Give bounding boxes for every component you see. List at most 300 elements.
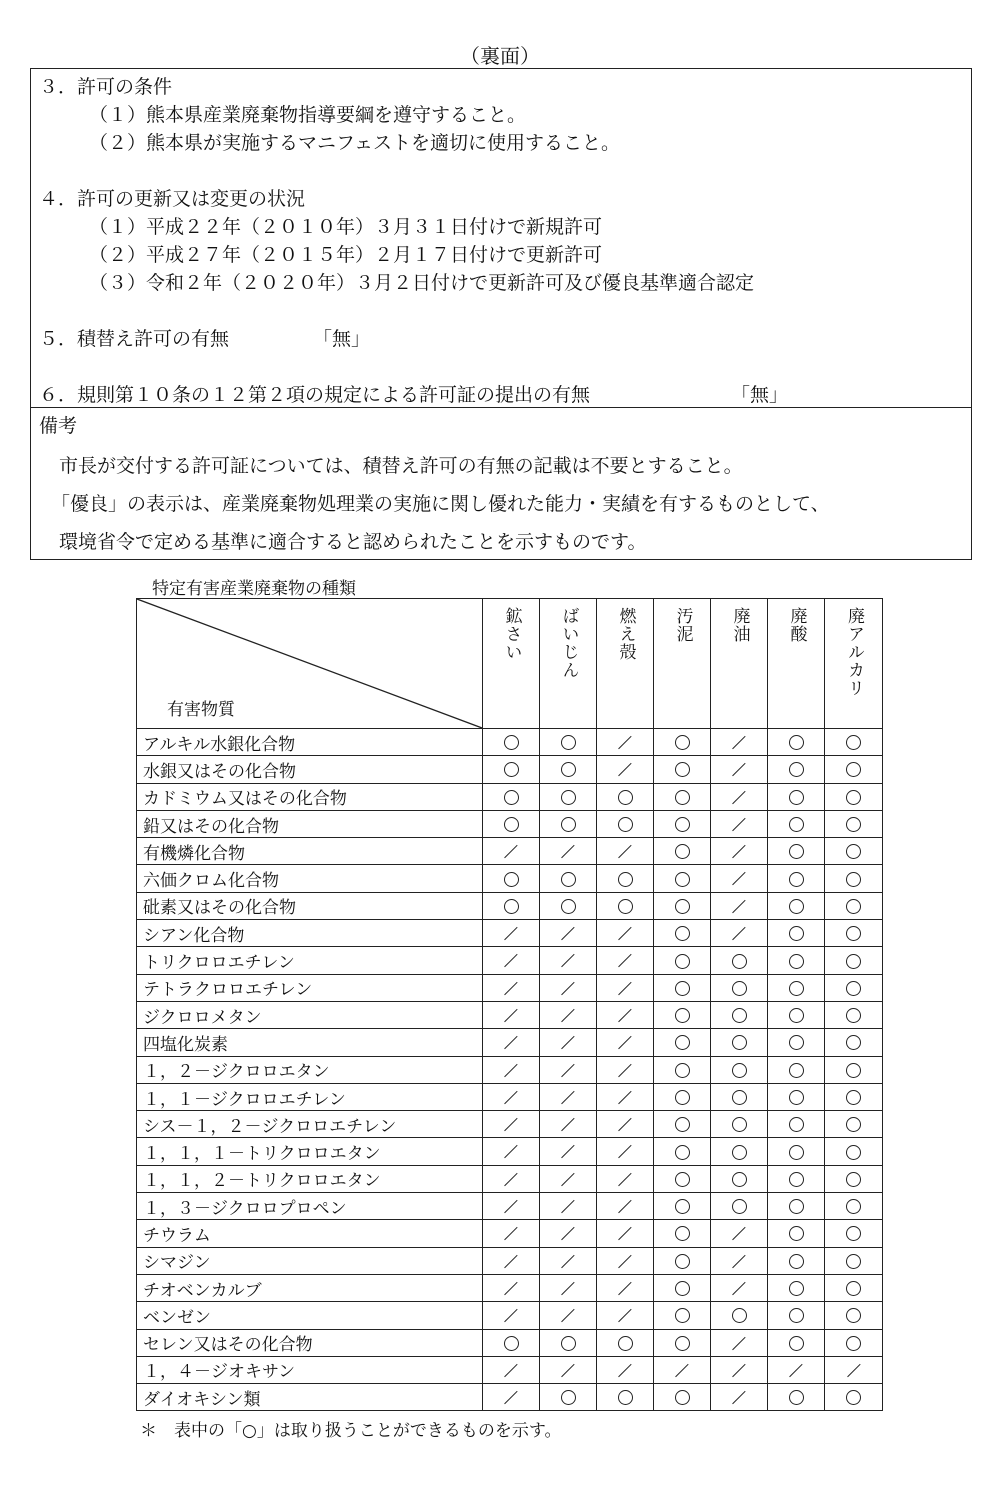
mark-cell [825, 865, 883, 892]
slash-mark-icon [618, 981, 632, 995]
slash-mark-icon [561, 845, 575, 859]
slash-mark-icon [618, 1200, 632, 1214]
table-row [137, 1165, 883, 1192]
section4-item: （３）令和２年（２０２０年）３月２日付けで更新許可及び優良基準適合認定 [89, 272, 755, 294]
mark-cell [540, 1111, 597, 1138]
mark-cell [654, 892, 711, 919]
mark-cell [483, 1111, 540, 1138]
slash-mark-icon [618, 1063, 632, 1077]
mark-cell [654, 865, 711, 892]
mark-cell [540, 920, 597, 947]
slash-mark-icon [732, 900, 746, 914]
circle-mark-icon [789, 1308, 804, 1323]
mark-cell [540, 1384, 597, 1411]
slash-mark-icon [732, 818, 746, 832]
mark-cell [711, 1138, 768, 1165]
circle-mark-icon [732, 1090, 747, 1105]
circle-mark-icon [561, 872, 576, 887]
circle-mark-icon [561, 762, 576, 777]
slash-mark-icon [618, 1009, 632, 1023]
mark-cell [654, 783, 711, 810]
mark-cell [597, 947, 654, 974]
mark-cell [483, 1329, 540, 1356]
table-row [137, 729, 883, 756]
mark-cell [768, 1193, 825, 1220]
slash-mark-icon [561, 1227, 575, 1241]
table-row [137, 756, 883, 783]
circle-mark-icon [789, 735, 804, 750]
mark-cell [825, 729, 883, 756]
slash-mark-icon [561, 1254, 575, 1268]
mark-cell [483, 1001, 540, 1028]
mark-cell [597, 783, 654, 810]
mark-cell [711, 920, 768, 947]
mark-cell [711, 865, 768, 892]
table-row [137, 1384, 883, 1411]
slash-mark-icon [561, 1282, 575, 1296]
mark-cell [597, 1111, 654, 1138]
circle-mark-icon [846, 981, 861, 996]
circle-mark-icon [789, 1145, 804, 1160]
hazardous-waste-table [136, 598, 883, 1411]
mark-cell [711, 1111, 768, 1138]
circle-mark-icon [789, 1035, 804, 1050]
mark-cell [711, 1247, 768, 1274]
slash-mark-icon [504, 1173, 518, 1187]
slash-mark-icon [561, 1173, 575, 1187]
mark-cell [540, 1220, 597, 1247]
table-row [137, 1220, 883, 1247]
slash-mark-icon [732, 845, 746, 859]
substance-name: １，３－ジクロロプロペン [137, 1193, 483, 1220]
mark-cell [654, 974, 711, 1001]
mark-cell [768, 865, 825, 892]
circle-mark-icon [846, 1390, 861, 1405]
circle-mark-icon [846, 1035, 861, 1050]
substance-name: 有機燐化合物 [137, 838, 483, 865]
slash-mark-icon [732, 1391, 746, 1405]
slash-mark-icon [561, 954, 575, 968]
mark-cell [654, 1001, 711, 1028]
mark-cell [540, 1302, 597, 1329]
slash-mark-icon [618, 1309, 632, 1323]
circle-mark-icon [675, 735, 690, 750]
mark-cell [540, 1247, 597, 1274]
mark-cell [711, 1083, 768, 1110]
column-header: 廃酸 [768, 599, 825, 729]
mark-cell [711, 1193, 768, 1220]
mark-cell [597, 1001, 654, 1028]
circle-mark-icon [789, 1254, 804, 1269]
slash-mark-icon [732, 1364, 746, 1378]
circle-mark-icon [618, 1390, 633, 1405]
table-row [137, 1111, 883, 1138]
slash-mark-icon [618, 1036, 632, 1050]
circle-mark-icon [675, 1308, 690, 1323]
circle-mark-icon [732, 1308, 747, 1323]
mark-cell [483, 1302, 540, 1329]
column-header: 廃油 [711, 599, 768, 729]
circle-mark-icon [789, 1008, 804, 1023]
table-corner-cell [137, 599, 483, 729]
slash-mark-icon [847, 1364, 861, 1378]
mark-cell [597, 1302, 654, 1329]
circle-mark-icon [675, 1145, 690, 1160]
slash-mark-icon [561, 1009, 575, 1023]
mark-cell [711, 1056, 768, 1083]
mark-cell [483, 756, 540, 783]
table-row [137, 865, 883, 892]
mark-cell [597, 1029, 654, 1056]
mark-cell [825, 1356, 883, 1383]
circle-mark-icon [504, 1336, 519, 1351]
section3-item: （２）熊本県が実施するマニフェストを適切に使用すること。 [89, 132, 621, 154]
circle-mark-icon [504, 899, 519, 914]
mark-cell [654, 1220, 711, 1247]
slash-mark-icon [732, 872, 746, 886]
mark-cell [654, 1329, 711, 1356]
substance-name: アルキル水銀化合物 [137, 729, 483, 756]
circle-mark-icon [561, 1336, 576, 1351]
mark-cell [483, 783, 540, 810]
slash-mark-icon [504, 1118, 518, 1132]
slash-mark-icon [504, 1254, 518, 1268]
slash-mark-icon [561, 927, 575, 941]
column-header: 汚泥 [654, 599, 711, 729]
mark-cell [711, 892, 768, 919]
mark-cell [768, 1384, 825, 1411]
circle-mark-icon [675, 981, 690, 996]
substance-name: １，１，１－トリクロロエタン [137, 1138, 483, 1165]
circle-mark-icon [846, 844, 861, 859]
mark-cell [597, 974, 654, 1001]
page-title: （裏面） [460, 44, 540, 68]
mark-cell [597, 920, 654, 947]
slash-mark-icon [732, 1254, 746, 1268]
circle-mark-icon [846, 1308, 861, 1323]
slash-mark-icon [618, 1091, 632, 1105]
circle-mark-icon [789, 926, 804, 941]
slash-mark-icon [618, 1254, 632, 1268]
substance-name: テトラクロロエチレン [137, 974, 483, 1001]
substance-name: カドミウム又はその化合物 [137, 783, 483, 810]
circle-mark-icon [789, 1336, 804, 1351]
mark-cell [540, 1193, 597, 1220]
mark-cell [768, 838, 825, 865]
mark-cell [540, 1056, 597, 1083]
mark-cell [540, 892, 597, 919]
table-row [137, 1274, 883, 1301]
substance-name: 四塩化炭素 [137, 1029, 483, 1056]
slash-mark-icon [618, 1145, 632, 1159]
mark-cell [540, 838, 597, 865]
mark-cell [597, 1247, 654, 1274]
circle-mark-icon [846, 1172, 861, 1187]
circle-mark-icon [675, 1172, 690, 1187]
substance-name: 鉛又はその化合物 [137, 810, 483, 837]
mark-cell [654, 920, 711, 947]
mark-cell [483, 1384, 540, 1411]
mark-cell [483, 865, 540, 892]
mark-cell [825, 783, 883, 810]
mark-cell [540, 947, 597, 974]
mark-cell [825, 1029, 883, 1056]
slash-mark-icon [618, 927, 632, 941]
mark-cell [597, 1165, 654, 1192]
slash-mark-icon [561, 981, 575, 995]
circle-mark-icon [789, 1281, 804, 1296]
mark-cell [483, 1138, 540, 1165]
section3-heading: ３．許可の条件 [39, 76, 173, 98]
circle-mark-icon [675, 954, 690, 969]
mark-cell [825, 1165, 883, 1192]
mark-cell [825, 1001, 883, 1028]
circle-mark-icon [789, 1063, 804, 1078]
mark-cell [825, 810, 883, 837]
mark-cell [654, 1193, 711, 1220]
mark-cell [711, 1165, 768, 1192]
mark-cell [825, 1138, 883, 1165]
mark-cell [597, 810, 654, 837]
slash-mark-icon [561, 1145, 575, 1159]
circle-mark-icon [618, 790, 633, 805]
table-body [137, 729, 883, 1411]
substance-name: １，２－ジクロロエタン [137, 1056, 483, 1083]
mark-cell [711, 1029, 768, 1056]
slash-mark-icon [504, 1282, 518, 1296]
mark-cell [654, 810, 711, 837]
circle-mark-icon [732, 954, 747, 969]
substance-name: チウラム [137, 1220, 483, 1247]
slash-mark-icon [732, 1227, 746, 1241]
mark-cell [825, 756, 883, 783]
table-row [137, 1083, 883, 1110]
mark-cell [597, 729, 654, 756]
mark-cell [654, 1247, 711, 1274]
mark-cell [711, 974, 768, 1001]
mark-cell [540, 865, 597, 892]
circle-mark-icon [675, 790, 690, 805]
circle-mark-icon [504, 872, 519, 887]
mark-cell [768, 1138, 825, 1165]
circle-mark-icon [675, 872, 690, 887]
column-header: ばいじん [540, 599, 597, 729]
circle-mark-icon [675, 1008, 690, 1023]
circle-mark-icon [846, 790, 861, 805]
circle-mark-icon [846, 762, 861, 777]
mark-cell [825, 838, 883, 865]
slash-mark-icon [561, 1091, 575, 1105]
mark-cell [768, 974, 825, 1001]
section4-item: （２）平成２７年（２０１５年）２月１７日付けで更新許可 [89, 244, 603, 266]
slash-mark-icon [732, 790, 746, 804]
mark-cell [483, 1247, 540, 1274]
table-row [137, 1138, 883, 1165]
mark-cell [825, 1302, 883, 1329]
mark-cell [483, 1193, 540, 1220]
mark-cell [825, 947, 883, 974]
table-row [137, 1029, 883, 1056]
circle-mark-icon [561, 1390, 576, 1405]
substance-name: １，１－ジクロロエチレン [137, 1083, 483, 1110]
circle-mark-icon [561, 899, 576, 914]
mark-cell [711, 1384, 768, 1411]
circle-mark-icon [675, 1336, 690, 1351]
slash-mark-icon [618, 736, 632, 750]
mark-cell [711, 1302, 768, 1329]
mark-cell [597, 1274, 654, 1301]
circle-mark-icon [846, 1254, 861, 1269]
mark-cell [483, 1356, 540, 1383]
circle-mark-icon [732, 981, 747, 996]
column-header: 鉱さい [483, 599, 540, 729]
circle-mark-icon [618, 1336, 633, 1351]
slash-mark-icon [618, 763, 632, 777]
mark-cell [711, 838, 768, 865]
table-row [137, 838, 883, 865]
mark-cell [597, 865, 654, 892]
mark-cell [768, 947, 825, 974]
circle-mark-icon [675, 899, 690, 914]
section3-item: （１）熊本県産業廃棄物指導要綱を遵守すること。 [89, 104, 527, 126]
circle-mark-icon [732, 1172, 747, 1187]
circle-mark-icon [675, 817, 690, 832]
slash-mark-icon [504, 1091, 518, 1105]
slash-mark-icon [732, 1282, 746, 1296]
mark-cell [597, 1384, 654, 1411]
slash-mark-icon [675, 1364, 689, 1378]
mark-cell [654, 1302, 711, 1329]
mark-cell [768, 756, 825, 783]
substance-name: 砒素又はその化合物 [137, 892, 483, 919]
mark-cell [768, 1083, 825, 1110]
mark-cell [483, 1083, 540, 1110]
slash-mark-icon [504, 1309, 518, 1323]
section6-label: ６．規則第１０条の１２第２項の規定による許可証の提出の有無 [39, 384, 591, 406]
slash-mark-icon [504, 845, 518, 859]
mark-cell [654, 1111, 711, 1138]
mark-cell [768, 1356, 825, 1383]
mark-cell [711, 1001, 768, 1028]
slash-mark-icon [504, 981, 518, 995]
circle-mark-icon [675, 926, 690, 941]
mark-cell [483, 729, 540, 756]
circle-mark-icon [504, 762, 519, 777]
mark-cell [654, 1165, 711, 1192]
mark-cell [825, 1274, 883, 1301]
mark-cell [540, 1274, 597, 1301]
mark-cell [654, 1384, 711, 1411]
circle-mark-icon [561, 817, 576, 832]
circle-mark-icon [789, 844, 804, 859]
mark-cell [768, 1247, 825, 1274]
section5-value: 「無」 [313, 328, 371, 350]
slash-mark-icon [504, 1036, 518, 1050]
circle-mark-icon [618, 872, 633, 887]
circle-mark-icon [789, 981, 804, 996]
mark-cell [711, 1220, 768, 1247]
substance-name: ベンゼン [137, 1302, 483, 1329]
circle-mark-icon [846, 1117, 861, 1132]
slash-mark-icon [732, 1336, 746, 1350]
table-row [137, 920, 883, 947]
mark-cell [654, 1083, 711, 1110]
column-header: 廃アルカリ [825, 599, 883, 729]
circle-mark-icon [846, 1281, 861, 1296]
mark-cell [825, 1111, 883, 1138]
circle-mark-icon [789, 872, 804, 887]
mark-cell [540, 756, 597, 783]
mark-cell [825, 1220, 883, 1247]
circle-mark-icon [732, 1035, 747, 1050]
mark-cell [654, 1056, 711, 1083]
mark-cell [654, 729, 711, 756]
slash-mark-icon [504, 1227, 518, 1241]
mark-cell [483, 892, 540, 919]
slash-mark-icon [561, 1063, 575, 1077]
table-row [137, 783, 883, 810]
mark-cell [825, 1193, 883, 1220]
mark-cell [768, 920, 825, 947]
mark-cell [825, 1384, 883, 1411]
mark-cell [825, 1083, 883, 1110]
mark-cell [540, 1356, 597, 1383]
slash-mark-icon [618, 1364, 632, 1378]
circle-mark-icon [846, 954, 861, 969]
mark-cell [540, 810, 597, 837]
corner-label: 有害物質 [167, 700, 235, 720]
circle-mark-icon [846, 1336, 861, 1351]
mark-cell [654, 1274, 711, 1301]
circle-mark-icon [675, 1117, 690, 1132]
slash-mark-icon [789, 1364, 803, 1378]
mark-cell [654, 1356, 711, 1383]
circle-mark-icon [675, 844, 690, 859]
circle-mark-icon [846, 926, 861, 941]
slash-mark-icon [504, 1391, 518, 1405]
circle-mark-icon [789, 1090, 804, 1105]
mark-cell [711, 1356, 768, 1383]
mark-cell [768, 1056, 825, 1083]
table-row [137, 1056, 883, 1083]
mark-cell [540, 783, 597, 810]
substance-name: ジクロロメタン [137, 1001, 483, 1028]
slash-mark-icon [561, 1364, 575, 1378]
table-row [137, 1247, 883, 1274]
circle-mark-icon [789, 790, 804, 805]
circle-mark-icon [846, 735, 861, 750]
mark-cell [540, 1001, 597, 1028]
circle-mark-icon [675, 1090, 690, 1105]
mark-cell [825, 1056, 883, 1083]
slash-mark-icon [618, 1173, 632, 1187]
remarks-line: 「優良」の表示は、産業廃棄物処理業の実施に関し優れた能力・実績を有するものとして、 [51, 493, 830, 515]
circle-mark-icon [675, 1254, 690, 1269]
circle-mark-icon [846, 817, 861, 832]
mark-cell [711, 810, 768, 837]
mark-cell [768, 1329, 825, 1356]
section4-heading: ４．許可の更新又は変更の状況 [39, 188, 306, 210]
mark-cell [654, 838, 711, 865]
mark-cell [597, 838, 654, 865]
circle-mark-icon [846, 1008, 861, 1023]
mark-cell [768, 892, 825, 919]
circle-mark-icon [504, 817, 519, 832]
conditions-box [30, 68, 972, 408]
mark-cell [483, 1165, 540, 1192]
table-row [137, 1193, 883, 1220]
mark-cell [768, 1274, 825, 1301]
